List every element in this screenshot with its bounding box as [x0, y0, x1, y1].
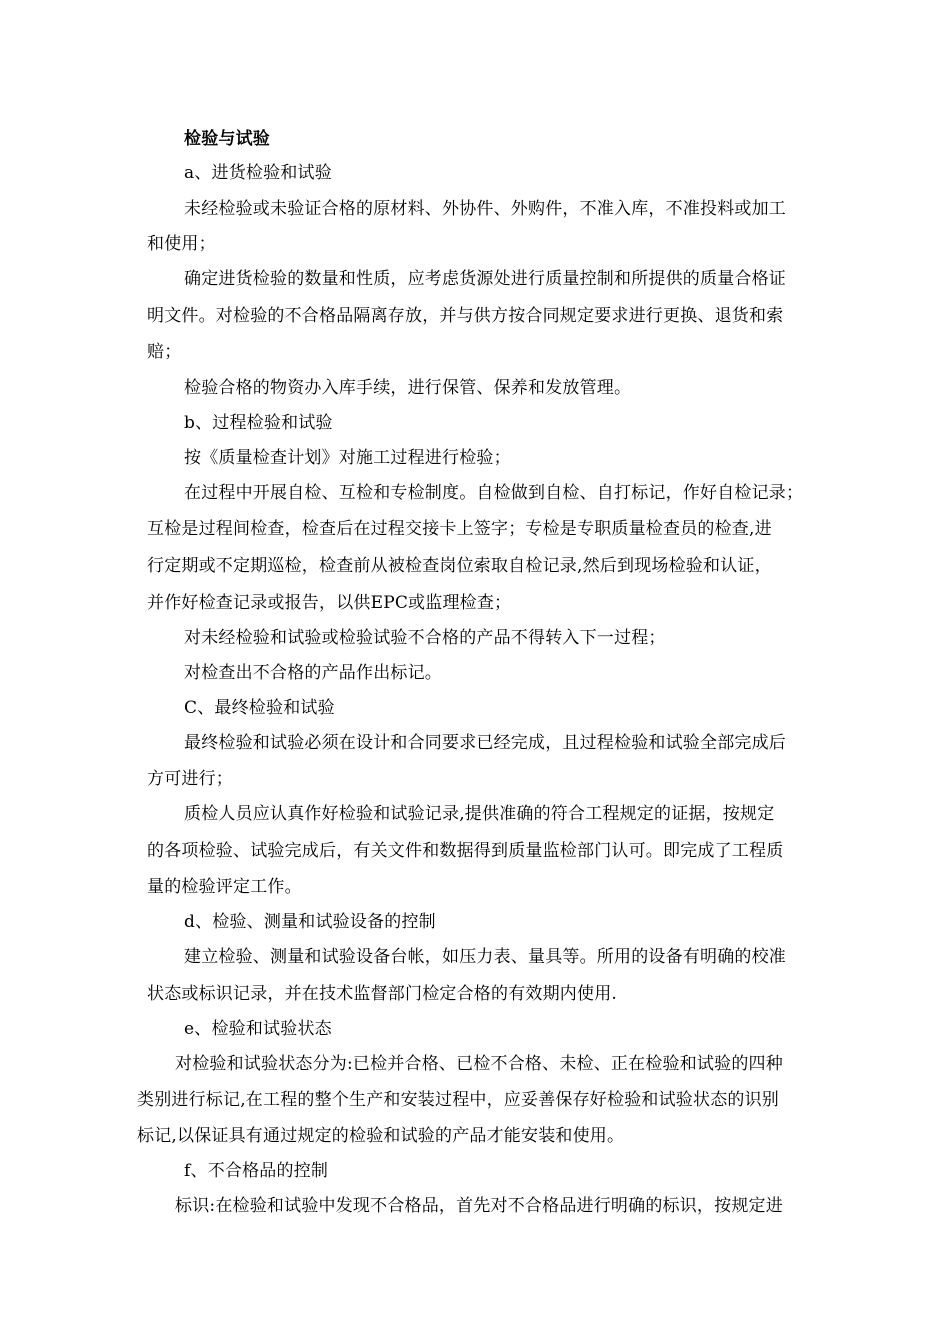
- document-title: 检验与试验: [184, 129, 270, 149]
- paragraph-line: 类别进行标记,在工程的整个生产和安装过程中，应妥善保存好检验和试验状态的识别: [137, 1090, 780, 1110]
- section-heading-a: a、进货检验和试验: [184, 163, 332, 183]
- paragraph-line: 对未经检验和试验或检验试验不合格的产品不得转入下一过程；: [184, 628, 666, 648]
- paragraph-line: 未经检验或未验证合格的原材料、外协件、外购件，不准入库，不准投料或加工: [184, 199, 786, 219]
- section-heading-c: C、最终检验和试验: [184, 698, 335, 718]
- paragraph-line: 明文件。对检验的不合格品隔离存放，并与供方按合同规定要求进行更换、退货和索: [147, 306, 784, 326]
- paragraph-line: 互检是过程间检查，检查后在过程交接卡上签字；专检是专职质量检查员的检查,进: [147, 519, 772, 539]
- paragraph-line: 并作好检查记录或报告，以供EPC或监理检查；: [147, 593, 512, 613]
- paragraph-line: 按《质量检查计划》对施工过程进行检验；: [184, 448, 511, 468]
- paragraph-line: 检验合格的物资办入库手续，进行保管、保养和发放管理。: [184, 378, 632, 398]
- paragraph-line: 的各项检验、试验完成后，有关文件和数据得到质量监检部门认可。即完成了工程质: [147, 841, 784, 861]
- paragraph-line: 建立检验、测量和试验设备台帐，如压力表、量具等。所用的设备有明确的校准: [184, 947, 786, 967]
- section-heading-e: e、检验和试验状态: [184, 1019, 332, 1039]
- paragraph-line: 对检查出不合格的产品作出标记。: [184, 663, 442, 683]
- paragraph-line: 方可进行；: [147, 769, 233, 789]
- paragraph-line: 在过程中开展自检、互检和专检制度。自检做到自检、自打标记，作好自检记录；: [184, 483, 804, 503]
- paragraph-line: 行定期或不定期巡检，检查前从被检查岗位索取自检记录,然后到现场检验和认证，: [147, 556, 772, 576]
- section-heading-f: f、不合格品的控制: [184, 1161, 329, 1181]
- paragraph-line: 量的检验评定工作。: [147, 877, 302, 897]
- paragraph-line: 确定进货检验的数量和性质，应考虑货源处进行质量控制和所提供的质量合格证: [184, 269, 786, 289]
- paragraph-line: 和使用；: [147, 234, 216, 254]
- section-heading-b: b、过程检验和试验: [184, 413, 333, 433]
- paragraph-line: 标识:在检验和试验中发现不合格品，首先对不合格品进行明确的标识，按规定进: [175, 1196, 783, 1216]
- paragraph-line: 赔；: [147, 342, 182, 362]
- paragraph-line: 对检验和试验状态分为:已检并合格、已检不合格、未检、正在检验和试验的四种: [175, 1054, 783, 1074]
- paragraph-line: 状态或标识记录，并在技术监督部门检定合格的有效期内使用.: [147, 984, 618, 1004]
- paragraph-line: 质检人员应认真作好检验和试验记录,提供准确的符合工程规定的证据，按规定: [184, 804, 775, 824]
- section-heading-d: d、检验、测量和试验设备的控制: [184, 912, 436, 932]
- paragraph-line: 标记,以保证具有通过规定的检验和试验的产品才能安装和使用。: [137, 1126, 625, 1146]
- paragraph-line: 最终检验和试验必须在设计和合同要求已经完成，且过程检验和试验全部完成后: [184, 733, 786, 753]
